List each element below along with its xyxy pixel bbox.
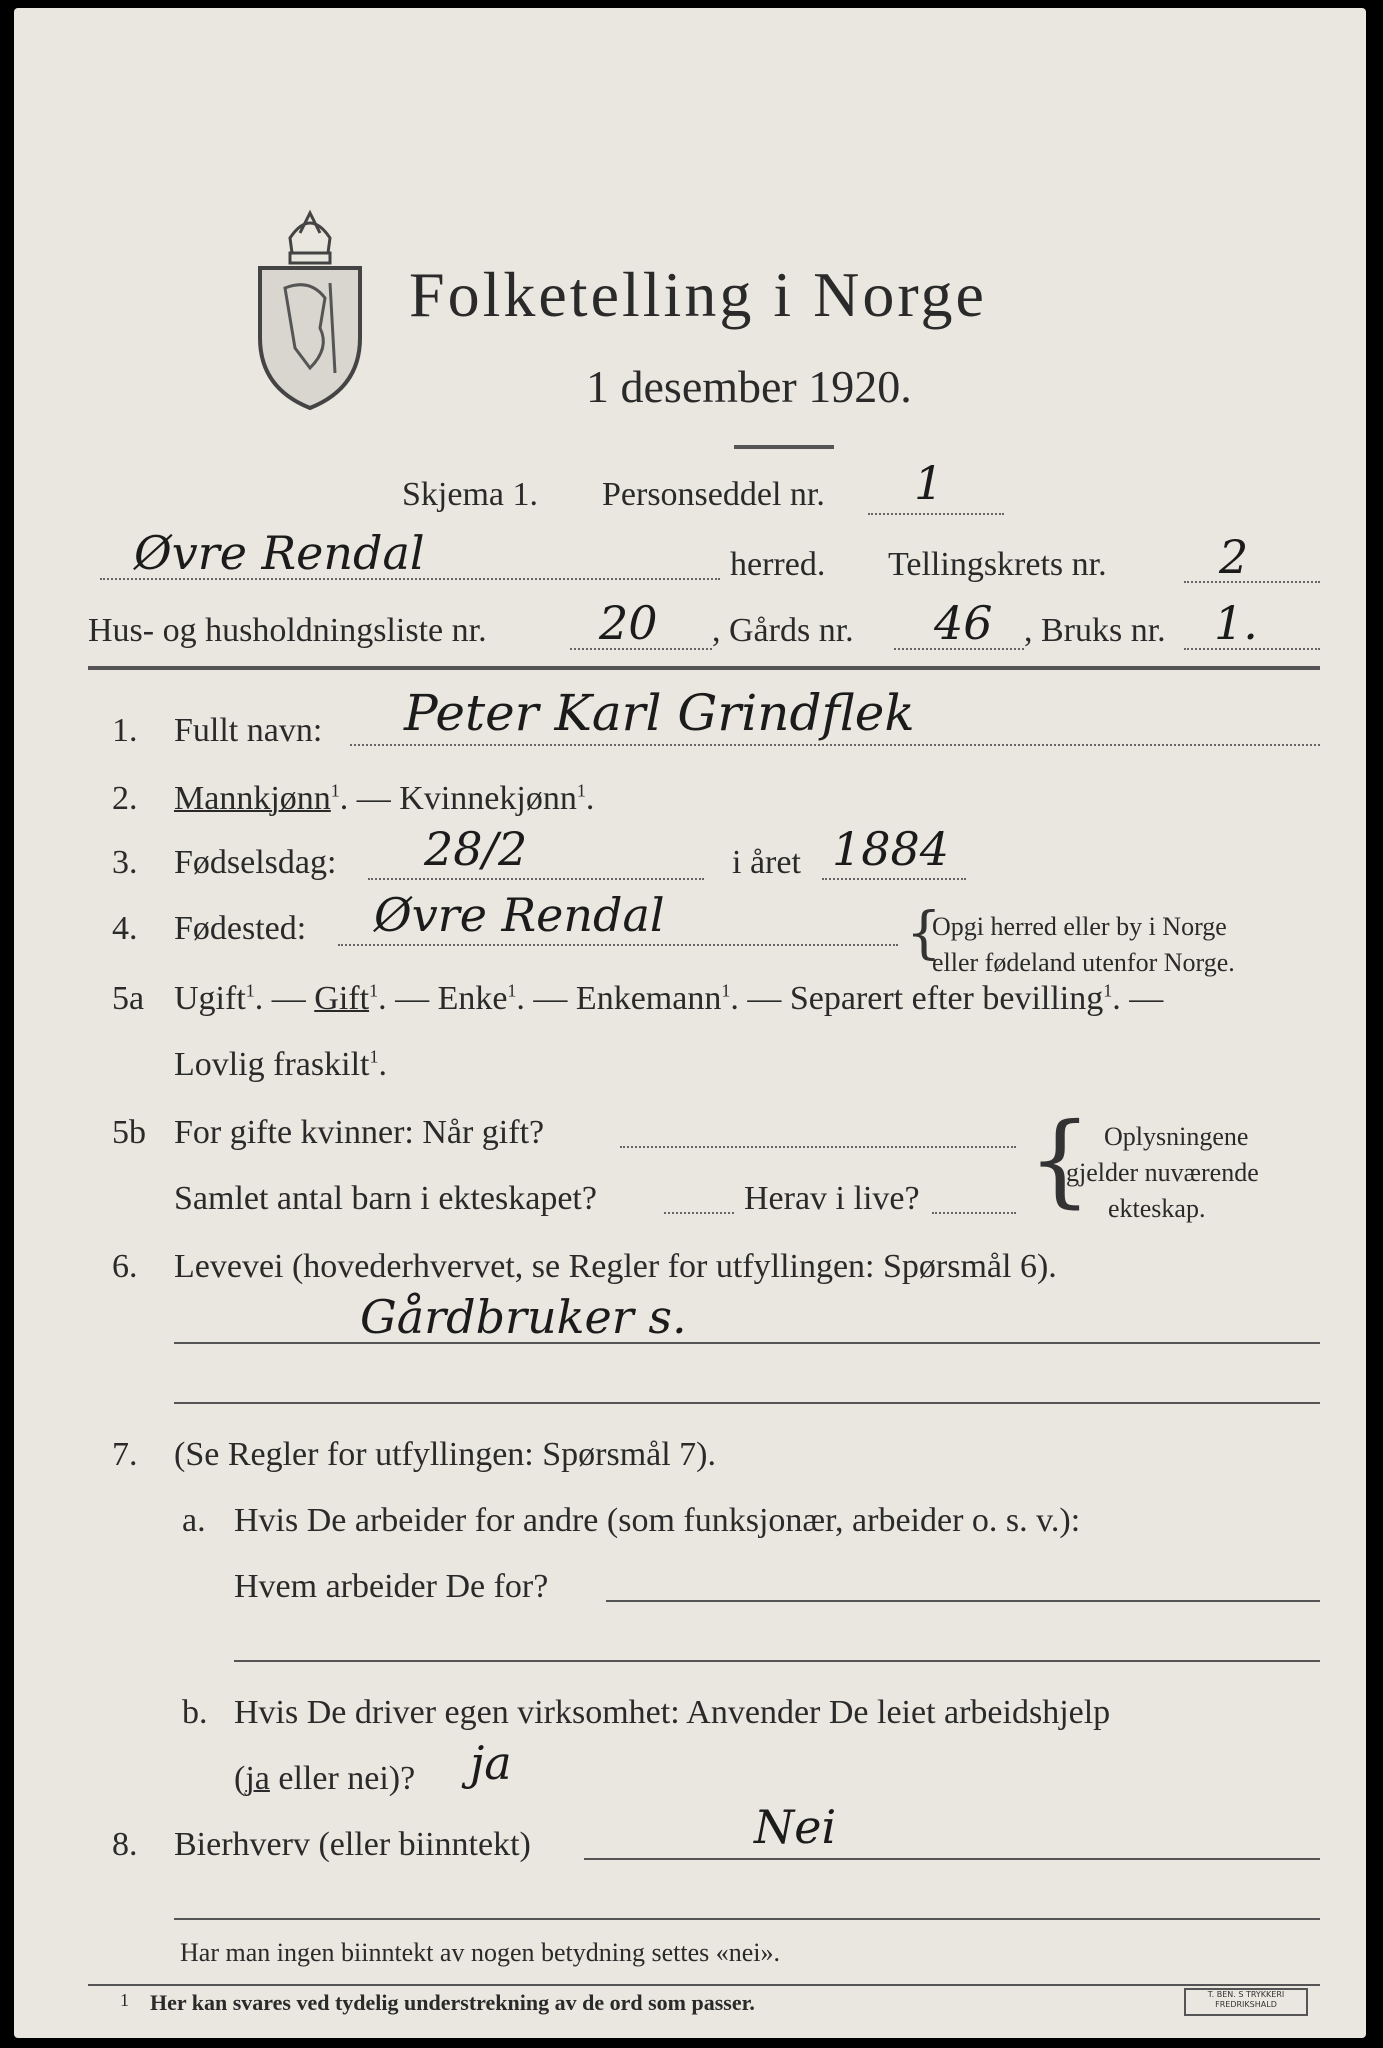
married-when-field-line[interactable] <box>620 1146 1016 1148</box>
employer-field-line-2[interactable] <box>234 1660 1320 1662</box>
q3-number: 3. <box>112 844 138 881</box>
children-total-label: Samlet antal barn i ekteskapet? <box>174 1180 597 1217</box>
marriage-note-2: gjelder nuværende <box>1066 1158 1259 1187</box>
personseddel-value: 1 <box>914 456 944 510</box>
footnote-ref: 1 <box>330 780 340 801</box>
side-income-field-line-2[interactable] <box>174 1918 1320 1920</box>
tellingskrets-label: Tellingskrets nr. <box>888 546 1107 583</box>
q7-number: 7. <box>112 1436 138 1473</box>
marital-status-options: Ugift$^1$. — Gift$^1$. — Enke$^1$. — Enkemann$^1$. — Separert efter bevilling$^1$. — <box>174 980 1164 1017</box>
q7b-label-2: (ja eller nei)? <box>234 1760 416 1797</box>
skjema-label: Skjema 1. <box>402 476 538 513</box>
personseddel-field-line[interactable] <box>868 513 1004 515</box>
gender-separator: . — Kvinnekjønn <box>339 780 577 817</box>
full-name-value: Peter Karl Grindflek <box>404 684 915 742</box>
q7a-number: a. <box>182 1502 206 1539</box>
gender-end: . <box>585 780 595 817</box>
printer-stamp-text: T. BEN. S TRYKKERI FREDRIKSHALD <box>1207 1990 1285 2009</box>
birthplace-note-2: eller fødeland utenfor Norge. <box>932 948 1235 977</box>
marital-widower-option[interactable]: Enkemann <box>575 980 722 1017</box>
q6-number: 6. <box>112 1248 138 1285</box>
q7a-label-2: Hvem arbeider De for? <box>234 1568 549 1605</box>
no-income-note: Har man ingen biinntekt av nogen betydning settes «nei». <box>180 1938 781 1967</box>
census-form <box>14 8 1366 2038</box>
birth-year-field-line[interactable] <box>822 878 966 880</box>
q1-number: 1. <box>112 712 138 749</box>
hus-label: Hus- og husholdningsliste nr. <box>88 612 487 649</box>
q4-number: 4. <box>112 910 138 947</box>
hus-value: 20 <box>599 596 658 650</box>
marital-divorced-line: Lovlig fraskilt$^1$. <box>174 1046 387 1083</box>
birth-year-value: 1884 <box>832 822 950 876</box>
married-when-label: For gifte kvinner: Når gift? <box>174 1114 545 1151</box>
q7a-label: Hvis De arbeider for andre (som funksjonær, arbeider o. s. v.): <box>234 1502 1081 1539</box>
q8-number: 8. <box>112 1826 138 1863</box>
occupation-field-line-2[interactable] <box>174 1402 1320 1404</box>
q7-label: (Se Regler for utfyllingen: Spørsmål 7). <box>174 1436 717 1473</box>
census-date: 1 desember 1920. <box>586 361 912 412</box>
footnote-ref: 1 <box>1103 980 1113 1001</box>
tellingskrets-field-line[interactable] <box>1184 581 1320 583</box>
year-label: i året <box>732 844 801 881</box>
footnote-separator <box>88 1984 1320 1986</box>
occupation-value: Gårdbruker s. <box>360 1290 687 1344</box>
q1-label: Fullt navn: <box>174 712 323 749</box>
q7b-label: Hvis De driver egen virksomhet: Anvender De leiet arbeidshjelp <box>234 1694 1111 1731</box>
footnote-ref: 1 <box>507 980 517 1001</box>
footnote-ref: 1 <box>576 780 586 801</box>
marital-unmarried-option[interactable]: Ugift <box>174 980 246 1017</box>
footnote-ref: 1 <box>245 980 255 1001</box>
q6-label: Levevei (hovederhvervet, se Regler for utfyllingen: Spørsmål 6). <box>174 1248 1057 1285</box>
q5b-number: 5b <box>112 1114 146 1151</box>
form-title: Folketelling i Norge <box>409 259 987 330</box>
tellingskrets-value: 2 <box>1219 530 1249 584</box>
title-rule <box>734 445 834 449</box>
marriage-brace: { <box>1028 1101 1092 1218</box>
coat-of-arms-emblem <box>250 198 370 418</box>
footnote-ref: 1 <box>721 980 731 1001</box>
q4-label: Fødested: <box>174 910 307 947</box>
children-alive-field-line[interactable] <box>932 1212 1016 1214</box>
hired-help-value: ja <box>470 1736 512 1790</box>
birthplace-value: Øvre Rendal <box>374 888 665 942</box>
gards-label: , Gårds nr. <box>712 612 854 649</box>
full-name-field-line[interactable] <box>350 744 1320 746</box>
marital-separated-option[interactable]: Separert efter bevilling <box>789 980 1104 1017</box>
footnote-text: Her kan svares ved tydelig understrekning av de ord som passer. <box>150 1990 755 2015</box>
q7b-or-no: eller nei)? <box>269 1760 416 1797</box>
marriage-note-3: ekteskap. <box>1108 1194 1206 1223</box>
side-income-value: Nei <box>754 1800 837 1854</box>
employer-field-line[interactable] <box>606 1600 1320 1602</box>
q3-label: Fødselsdag: <box>174 844 337 881</box>
gender-male-option[interactable]: Mannkjønn <box>174 780 331 817</box>
birthday-value: 28/2 <box>424 822 528 876</box>
footnote-marker: 1 <box>120 1990 129 2010</box>
gards-value: 46 <box>934 596 993 650</box>
footnote-ref: 1 <box>369 980 379 1001</box>
hired-help-yes-option[interactable]: ja <box>245 1760 270 1797</box>
bruks-value: 1. <box>1214 596 1258 650</box>
q5a-number: 5a <box>112 980 145 1017</box>
birthday-field-line[interactable] <box>368 878 704 880</box>
bruks-label: , Bruks nr. <box>1024 612 1166 649</box>
printer-stamp <box>1184 1988 1308 2016</box>
marriage-note-1: Oplysningene <box>1104 1122 1249 1151</box>
q2-number: 2. <box>112 780 138 817</box>
birthplace-brace: { <box>906 901 942 966</box>
header-separator <box>88 666 1320 670</box>
children-alive-label: Herav i live? <box>744 1180 920 1217</box>
herred-value: Øvre Rendal <box>134 526 425 580</box>
birthplace-note-1: Opgi herred eller by i Norge <box>932 912 1227 941</box>
footnote-ref: 1 <box>369 1046 379 1067</box>
q7b-number: b. <box>182 1694 208 1731</box>
side-income-field-line[interactable] <box>584 1858 1320 1860</box>
personseddel-label: Personseddel nr. <box>602 476 825 513</box>
birthplace-field-line[interactable] <box>338 944 898 946</box>
children-total-field-line[interactable] <box>664 1212 734 1214</box>
marital-divorced-option[interactable]: Lovlig fraskilt <box>174 1046 370 1083</box>
occupation-field-line-1[interactable] <box>174 1342 1320 1344</box>
q8-label: Bierhverv (eller biinntekt) <box>174 1826 531 1863</box>
q2-options <box>174 780 594 818</box>
marital-widow-option[interactable]: Enke <box>437 980 508 1017</box>
marital-married-option[interactable]: Gift <box>314 980 370 1017</box>
herred-label: herred. <box>730 546 826 583</box>
